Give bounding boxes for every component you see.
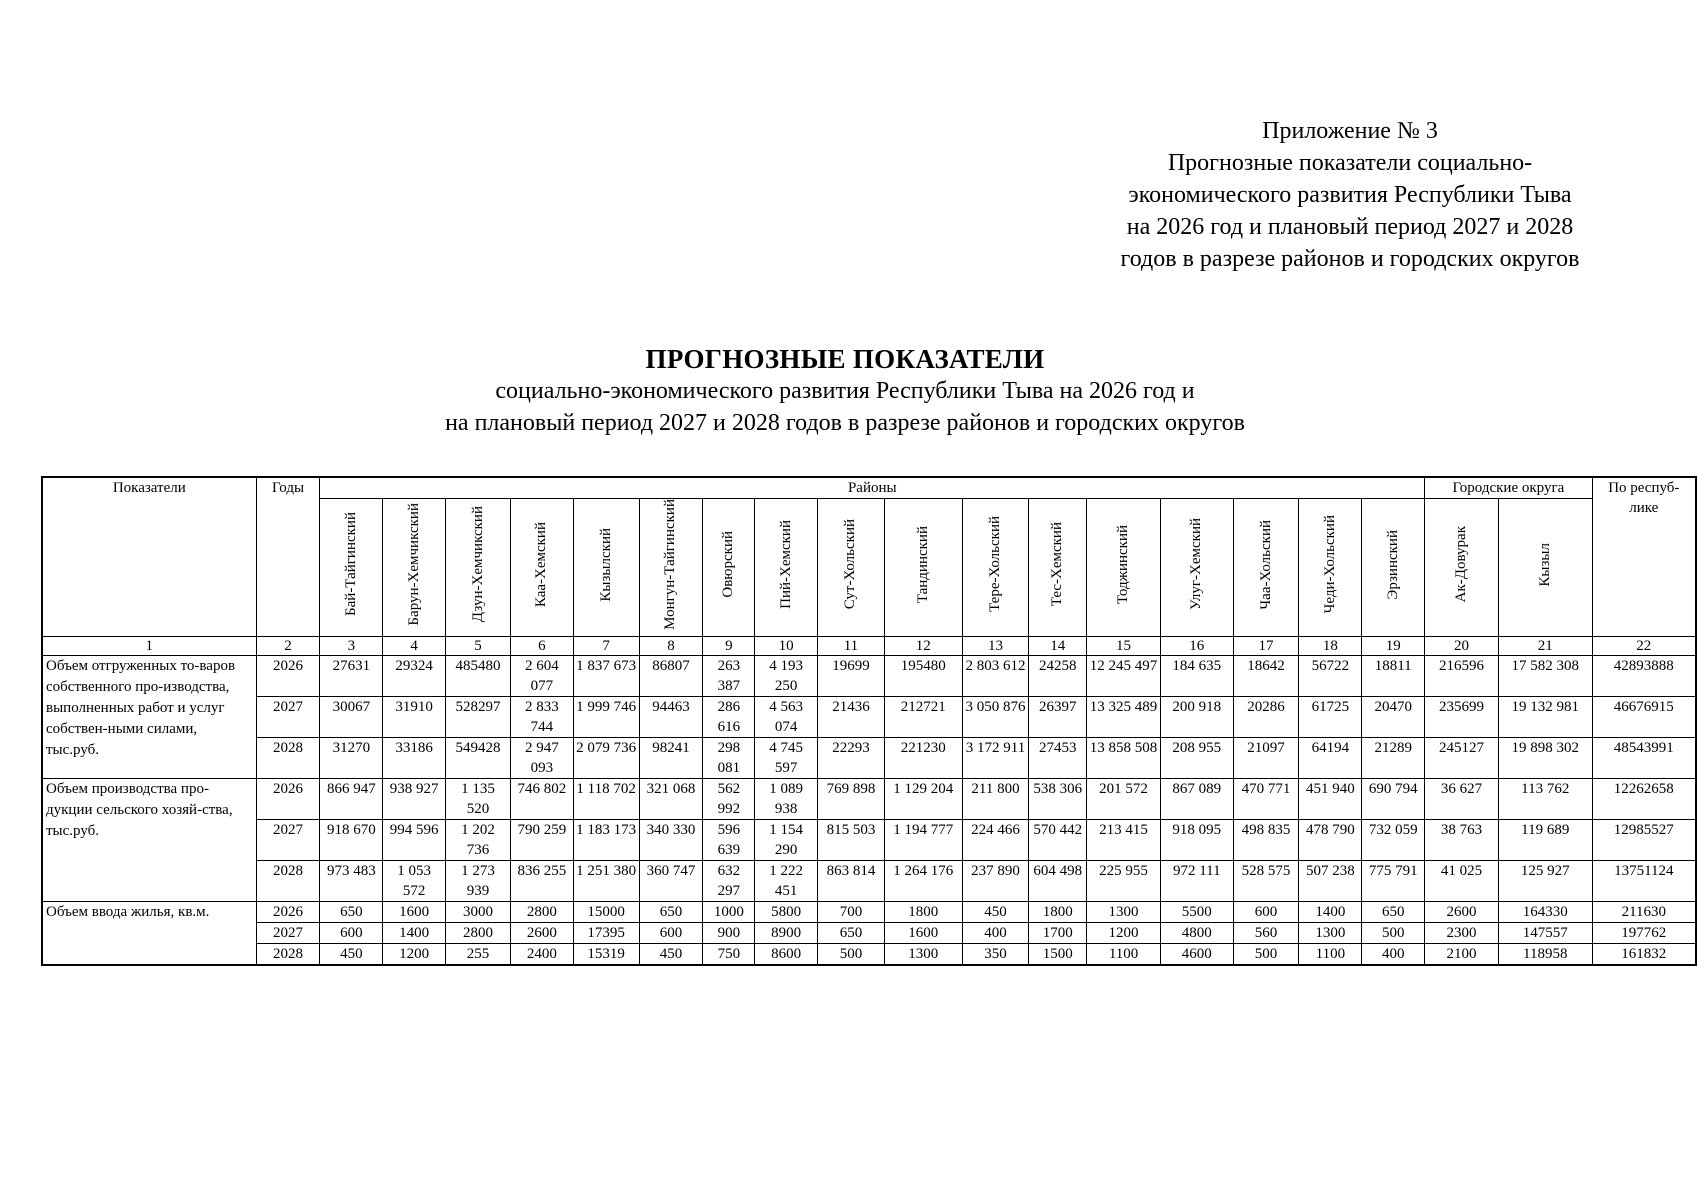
column-label: Овюрский — [720, 531, 737, 598]
header-district — [818, 499, 885, 637]
indicator-name: Объем отгруженных то-варов собственного про-изводства, выполненных работ и услуг собствен-ными силами, тыс.руб. — [42, 655, 256, 778]
value-cell: 221230 — [884, 737, 962, 778]
column-number: 19 — [1362, 636, 1425, 655]
value-cell: 27631 — [320, 655, 383, 696]
value-cell: 46676915 — [1592, 696, 1696, 737]
value-cell: 3 172 911 — [962, 737, 1029, 778]
header-district — [1362, 499, 1425, 637]
value-cell: 195480 — [884, 655, 962, 696]
value-cell: 2600 — [510, 922, 573, 943]
value-cell: 2400 — [510, 943, 573, 965]
value-cell: 20286 — [1233, 696, 1299, 737]
column-number: 5 — [446, 636, 511, 655]
value-cell: 1500 — [1029, 943, 1087, 965]
value-cell: 21289 — [1362, 737, 1425, 778]
value-cell: 41 025 — [1425, 860, 1499, 901]
value-cell: 208 955 — [1160, 737, 1233, 778]
column-label: Бай-Тайгинский — [342, 512, 359, 617]
title-sub-2: на плановый период 2027 и 2028 годов в разрезе районов и городских округов — [445, 410, 1245, 436]
appendix-line: годов в разрезе районов и городских округов — [1120, 246, 1580, 272]
header-city — [1425, 499, 1499, 637]
value-cell: 21097 — [1233, 737, 1299, 778]
value-cell: 604 498 — [1029, 860, 1087, 901]
value-cell: 700 — [818, 901, 885, 922]
value-cell: 450 — [962, 901, 1029, 922]
column-label: Ак-Довурак — [1453, 526, 1470, 603]
value-cell: 450 — [320, 943, 383, 965]
value-cell: 836 255 — [510, 860, 573, 901]
indicators-table — [41, 476, 1697, 966]
column-number: 3 — [320, 636, 383, 655]
value-cell: 938 927 — [383, 778, 446, 819]
value-cell: 1700 — [1029, 922, 1087, 943]
value-cell: 17395 — [573, 922, 639, 943]
header-district — [639, 499, 703, 637]
value-cell: 2100 — [1425, 943, 1499, 965]
year-cell: 2028 — [256, 943, 320, 965]
value-cell: 164330 — [1498, 901, 1592, 922]
appendix-line: Приложение № 3 — [1262, 118, 1438, 144]
value-cell: 866 947 — [320, 778, 383, 819]
value-cell: 15319 — [573, 943, 639, 965]
value-cell: 4 193 250 — [755, 655, 818, 696]
value-cell: 562 992 — [703, 778, 755, 819]
value-cell: 900 — [703, 922, 755, 943]
value-cell: 94463 — [639, 696, 703, 737]
table-row — [42, 737, 1696, 778]
value-cell: 224 466 — [962, 819, 1029, 860]
value-cell: 2 079 736 — [573, 737, 639, 778]
value-cell: 8900 — [755, 922, 818, 943]
column-label: Дзун-Хемчикский — [469, 506, 486, 623]
column-label: Тере-Хольский — [986, 516, 1003, 613]
value-cell: 13 325 489 — [1087, 696, 1161, 737]
value-cell: 4 563 074 — [755, 696, 818, 737]
value-cell: 650 — [320, 901, 383, 922]
column-number: 10 — [755, 636, 818, 655]
header-district — [884, 499, 962, 637]
value-cell: 750 — [703, 943, 755, 965]
header-district — [1029, 499, 1087, 637]
value-cell: 500 — [1362, 922, 1425, 943]
value-cell: 4800 — [1160, 922, 1233, 943]
column-number: 11 — [818, 636, 885, 655]
value-cell: 36 627 — [1425, 778, 1499, 819]
value-cell: 538 306 — [1029, 778, 1087, 819]
value-cell: 1 251 380 — [573, 860, 639, 901]
column-label: Тоджинский — [1115, 524, 1132, 604]
value-cell: 24258 — [1029, 655, 1087, 696]
value-cell: 1800 — [884, 901, 962, 922]
table-row — [42, 943, 1696, 965]
appendix-header — [1040, 115, 1660, 275]
value-cell: 4 745 597 — [755, 737, 818, 778]
header-republic: По респуб-лике — [1592, 477, 1696, 636]
year-cell: 2026 — [256, 778, 320, 819]
value-cell: 775 791 — [1362, 860, 1425, 901]
value-cell: 1300 — [1087, 901, 1161, 922]
column-label: Монгун-Тайгинский — [662, 499, 679, 630]
table-row — [42, 922, 1696, 943]
column-label: Каа-Хемский — [533, 521, 550, 607]
value-cell: 147557 — [1498, 922, 1592, 943]
year-cell: 2028 — [256, 860, 320, 901]
value-cell: 400 — [1362, 943, 1425, 965]
header-cities-group: Городские округа — [1425, 477, 1592, 499]
value-cell: 298 081 — [703, 737, 755, 778]
value-cell: 19 132 981 — [1498, 696, 1592, 737]
column-label: Пий-Хемский — [777, 519, 794, 609]
value-cell: 1800 — [1029, 901, 1087, 922]
title-sub-1: социально-экономического развития Республики Тыва на 2026 год и — [495, 378, 1195, 404]
value-cell: 216596 — [1425, 655, 1499, 696]
column-label: Тандинский — [914, 525, 931, 604]
value-cell: 918 095 — [1160, 819, 1233, 860]
value-cell: 1200 — [383, 943, 446, 965]
value-cell: 3 050 876 — [962, 696, 1029, 737]
title-main: ПРОГНОЗНЫЕ ПОКАЗАТЕЛИ — [645, 344, 1045, 374]
header-district — [446, 499, 511, 637]
header-district — [703, 499, 755, 637]
value-cell: 98241 — [639, 737, 703, 778]
value-cell: 500 — [1233, 943, 1299, 965]
value-cell: 2 947 093 — [510, 737, 573, 778]
column-number: 16 — [1160, 636, 1233, 655]
column-number: 8 — [639, 636, 703, 655]
value-cell: 360 747 — [639, 860, 703, 901]
column-number: 21 — [1498, 636, 1592, 655]
column-label: Чеди-Хольский — [1321, 515, 1338, 614]
column-label: Сут-Хольский — [842, 519, 859, 610]
column-label: Барун-Хемчикский — [405, 503, 422, 626]
value-cell: 2 833 744 — [510, 696, 573, 737]
value-cell: 1 089 938 — [755, 778, 818, 819]
column-number: 20 — [1425, 636, 1499, 655]
value-cell: 38 763 — [1425, 819, 1499, 860]
value-cell: 528 575 — [1233, 860, 1299, 901]
value-cell: 769 898 — [818, 778, 885, 819]
column-number: 12 — [884, 636, 962, 655]
value-cell: 918 670 — [320, 819, 383, 860]
header-district — [1233, 499, 1299, 637]
header-district — [320, 499, 383, 637]
value-cell: 113 762 — [1498, 778, 1592, 819]
value-cell: 64194 — [1299, 737, 1362, 778]
value-cell: 478 790 — [1299, 819, 1362, 860]
column-number: 2 — [256, 636, 320, 655]
value-cell: 29324 — [383, 655, 446, 696]
value-cell: 528297 — [446, 696, 511, 737]
value-cell: 1 202 736 — [446, 819, 511, 860]
value-cell: 225 955 — [1087, 860, 1161, 901]
value-cell: 350 — [962, 943, 1029, 965]
column-label: Кызыл — [1536, 542, 1553, 587]
value-cell: 27453 — [1029, 737, 1087, 778]
value-cell: 17 582 308 — [1498, 655, 1592, 696]
value-cell: 400 — [962, 922, 1029, 943]
header-district — [1160, 499, 1233, 637]
value-cell: 650 — [639, 901, 703, 922]
value-cell: 12262658 — [1592, 778, 1696, 819]
value-cell: 18811 — [1362, 655, 1425, 696]
table-row — [42, 778, 1696, 819]
value-cell: 549428 — [446, 737, 511, 778]
table-row — [42, 901, 1696, 922]
value-cell: 286 616 — [703, 696, 755, 737]
value-cell: 994 596 — [383, 819, 446, 860]
value-cell: 201 572 — [1087, 778, 1161, 819]
value-cell: 600 — [639, 922, 703, 943]
table-row — [42, 696, 1696, 737]
header-indicators: Показатели — [42, 477, 256, 636]
value-cell: 2 803 612 — [962, 655, 1029, 696]
value-cell: 1 194 777 — [884, 819, 962, 860]
value-cell: 255 — [446, 943, 511, 965]
column-number: 7 — [573, 636, 639, 655]
value-cell: 42893888 — [1592, 655, 1696, 696]
value-cell: 13 858 508 — [1087, 737, 1161, 778]
header-district — [1087, 499, 1161, 637]
value-cell: 650 — [1362, 901, 1425, 922]
value-cell: 15000 — [573, 901, 639, 922]
value-cell: 26397 — [1029, 696, 1087, 737]
value-cell: 560 — [1233, 922, 1299, 943]
value-cell: 263 387 — [703, 655, 755, 696]
header-districts-group: Районы — [320, 477, 1425, 499]
value-cell: 1 129 204 — [884, 778, 962, 819]
column-label: Улуг-Хемский — [1188, 518, 1205, 611]
column-number: 18 — [1299, 636, 1362, 655]
value-cell: 2800 — [510, 901, 573, 922]
column-label: Тес-Хемский — [1049, 522, 1066, 607]
value-cell: 470 771 — [1233, 778, 1299, 819]
value-cell: 12985527 — [1592, 819, 1696, 860]
value-cell: 237 890 — [962, 860, 1029, 901]
value-cell: 570 442 — [1029, 819, 1087, 860]
value-cell: 161832 — [1592, 943, 1696, 965]
value-cell: 1600 — [884, 922, 962, 943]
value-cell: 184 635 — [1160, 655, 1233, 696]
value-cell: 245127 — [1425, 737, 1499, 778]
year-cell: 2026 — [256, 655, 320, 696]
value-cell: 119 689 — [1498, 819, 1592, 860]
value-cell: 1400 — [1299, 901, 1362, 922]
value-cell: 863 814 — [818, 860, 885, 901]
header-district — [962, 499, 1029, 637]
column-label: Эрзинский — [1384, 529, 1401, 600]
value-cell: 31910 — [383, 696, 446, 737]
header-city — [1498, 499, 1592, 637]
value-cell: 5800 — [755, 901, 818, 922]
value-cell: 1 135 520 — [446, 778, 511, 819]
value-cell: 30067 — [320, 696, 383, 737]
column-number: 14 — [1029, 636, 1087, 655]
value-cell: 213 415 — [1087, 819, 1161, 860]
value-cell: 340 330 — [639, 819, 703, 860]
header-district — [573, 499, 639, 637]
year-cell: 2027 — [256, 922, 320, 943]
value-cell: 600 — [1233, 901, 1299, 922]
header-district — [383, 499, 446, 637]
value-cell: 321 068 — [639, 778, 703, 819]
appendix-line: на 2026 год и плановый период 2027 и 2028 — [1126, 214, 1574, 240]
value-cell: 1000 — [703, 901, 755, 922]
value-cell: 1 053 572 — [383, 860, 446, 901]
value-cell: 1200 — [1087, 922, 1161, 943]
column-number: 4 — [383, 636, 446, 655]
value-cell: 12 245 497 — [1087, 655, 1161, 696]
value-cell: 211 800 — [962, 778, 1029, 819]
header-district — [1299, 499, 1362, 637]
value-cell: 125 927 — [1498, 860, 1592, 901]
value-cell: 211630 — [1592, 901, 1696, 922]
value-cell: 19699 — [818, 655, 885, 696]
value-cell: 746 802 — [510, 778, 573, 819]
value-cell: 3000 — [446, 901, 511, 922]
value-cell: 500 — [818, 943, 885, 965]
value-cell: 1 264 176 — [884, 860, 962, 901]
indicator-name: Объем производства про-дукции сельского хозяй-ства, тыс.руб. — [42, 778, 256, 901]
value-cell: 20470 — [1362, 696, 1425, 737]
year-cell: 2026 — [256, 901, 320, 922]
column-number: 15 — [1087, 636, 1161, 655]
header-district — [755, 499, 818, 637]
value-cell: 1 118 702 — [573, 778, 639, 819]
column-label: Чаа-Хольский — [1257, 519, 1274, 610]
value-cell: 200 918 — [1160, 696, 1233, 737]
value-cell: 790 259 — [510, 819, 573, 860]
appendix-line: Прогнозные показатели социально- — [1167, 150, 1533, 176]
value-cell: 118958 — [1498, 943, 1592, 965]
appendix-line: экономического развития Республики Тыва — [1128, 182, 1572, 208]
value-cell: 86807 — [639, 655, 703, 696]
value-cell: 1400 — [383, 922, 446, 943]
header-district — [510, 499, 573, 637]
value-cell: 2 604 077 — [510, 655, 573, 696]
value-cell: 450 — [639, 943, 703, 965]
column-label: Кызылский — [597, 527, 614, 602]
value-cell: 197762 — [1592, 922, 1696, 943]
value-cell: 1 837 673 — [573, 655, 639, 696]
value-cell: 1600 — [383, 901, 446, 922]
document-title — [300, 343, 1390, 439]
value-cell: 2600 — [1425, 901, 1499, 922]
value-cell: 48543991 — [1592, 737, 1696, 778]
value-cell: 507 238 — [1299, 860, 1362, 901]
value-cell: 451 940 — [1299, 778, 1362, 819]
value-cell: 2800 — [446, 922, 511, 943]
value-cell: 2300 — [1425, 922, 1499, 943]
value-cell: 1100 — [1299, 943, 1362, 965]
value-cell: 632 297 — [703, 860, 755, 901]
column-number: 9 — [703, 636, 755, 655]
value-cell: 690 794 — [1362, 778, 1425, 819]
table-row — [42, 860, 1696, 901]
value-cell: 1 273 939 — [446, 860, 511, 901]
value-cell: 972 111 — [1160, 860, 1233, 901]
value-cell: 8600 — [755, 943, 818, 965]
value-cell: 1 154 290 — [755, 819, 818, 860]
value-cell: 33186 — [383, 737, 446, 778]
value-cell: 56722 — [1299, 655, 1362, 696]
value-cell: 732 059 — [1362, 819, 1425, 860]
value-cell: 1 999 746 — [573, 696, 639, 737]
value-cell: 18642 — [1233, 655, 1299, 696]
table-row — [42, 819, 1696, 860]
value-cell: 13751124 — [1592, 860, 1696, 901]
value-cell: 22293 — [818, 737, 885, 778]
value-cell: 1 183 173 — [573, 819, 639, 860]
value-cell: 498 835 — [1233, 819, 1299, 860]
year-cell: 2027 — [256, 819, 320, 860]
value-cell: 600 — [320, 922, 383, 943]
value-cell: 485480 — [446, 655, 511, 696]
value-cell: 867 089 — [1160, 778, 1233, 819]
table-row — [42, 655, 1696, 696]
value-cell: 1300 — [884, 943, 962, 965]
column-number: 22 — [1592, 636, 1696, 655]
indicator-name: Объем ввода жилья, кв.м. — [42, 901, 256, 965]
column-number: 13 — [962, 636, 1029, 655]
value-cell: 973 483 — [320, 860, 383, 901]
value-cell: 1 222 451 — [755, 860, 818, 901]
value-cell: 815 503 — [818, 819, 885, 860]
header-years: Годы — [256, 477, 320, 636]
column-number: 6 — [510, 636, 573, 655]
value-cell: 1100 — [1087, 943, 1161, 965]
value-cell: 31270 — [320, 737, 383, 778]
value-cell: 61725 — [1299, 696, 1362, 737]
value-cell: 650 — [818, 922, 885, 943]
value-cell: 5500 — [1160, 901, 1233, 922]
year-cell: 2028 — [256, 737, 320, 778]
value-cell: 1300 — [1299, 922, 1362, 943]
value-cell: 235699 — [1425, 696, 1499, 737]
column-number: 1 — [42, 636, 256, 655]
value-cell: 19 898 302 — [1498, 737, 1592, 778]
value-cell: 596 639 — [703, 819, 755, 860]
value-cell: 212721 — [884, 696, 962, 737]
value-cell: 21436 — [818, 696, 885, 737]
value-cell: 4600 — [1160, 943, 1233, 965]
year-cell: 2027 — [256, 696, 320, 737]
column-number: 17 — [1233, 636, 1299, 655]
